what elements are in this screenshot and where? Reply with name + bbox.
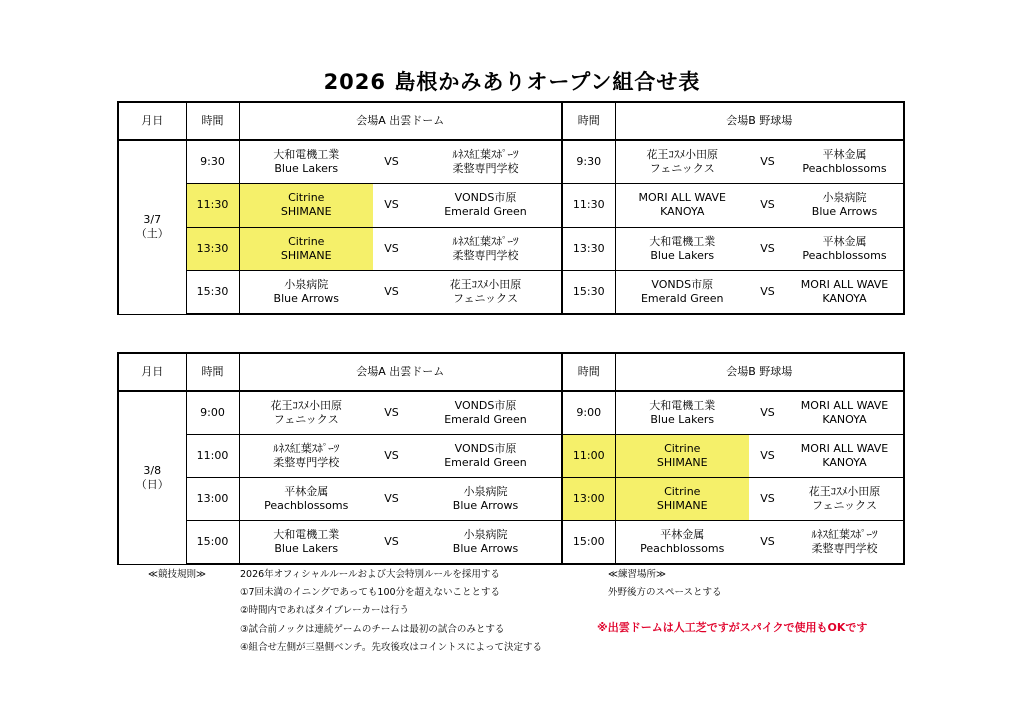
rules-line: ④組合せ左側が三塁側ベンチ。先攻後攻はコイントスによって決定する [240,642,542,653]
rules-line: 2026年オフィシャルルールおよび大会特別ルールを採用する [240,569,500,580]
time-cell: 9:30 [186,140,239,183]
schedule-table-day2 [117,352,905,565]
team-away: 小泉病院 Blue Arrows [410,520,562,564]
team-away: ﾙﾈｽ紅葉ｽﾎﾟｰﾂ 柔整専門学校 [410,140,562,183]
match-row [118,140,904,183]
team-away: MORI ALL WAVE KANOYA [786,270,904,314]
match-row [118,227,904,270]
rules-label: ≪競技規則≫ [148,569,206,580]
date-cell [118,391,186,564]
team-home: Citrine SHIMANE [615,477,749,520]
rules-line: ②時間内であればタイブレーカーは行う [240,605,409,616]
time-header: 時間 [562,102,615,140]
team-away: 平林金属 Peachblossoms [786,227,904,270]
practice-text: 外野後方のスペースとする [608,587,722,598]
vs-label: VS [373,477,410,520]
time-cell: 15:00 [186,520,239,564]
venue-b-header: 会場B 野球場 [615,102,904,140]
time-cell: 13:30 [562,227,615,270]
time-header: 時間 [186,353,239,391]
time-cell: 11:00 [562,434,615,477]
team-away: ﾙﾈｽ紅葉ｽﾎﾟｰﾂ 柔整専門学校 [786,520,904,564]
team-home: 大和電機工業 Blue Lakers [615,391,749,434]
team-away: VONDS市原 Emerald Green [410,391,562,434]
date-text: 3/7 [143,213,162,227]
time-cell: 13:00 [562,477,615,520]
time-cell: 15:30 [186,270,239,314]
rules-line: ①7回未満のイニングであっても100分を超えないこととする [240,587,501,598]
rules-line: ③試合前ノックは連続ゲームのチームは最初の試合のみとする [240,624,505,635]
vs-label: VS [373,391,410,434]
time-header: 時間 [562,353,615,391]
team-home: 花王ｺｽﾒ小田原 フェニックス [239,391,373,434]
team-away: ﾙﾈｽ紅葉ｽﾎﾟｰﾂ 柔整専門学校 [410,227,562,270]
header-row [118,353,904,391]
team-home: 大和電機工業 Blue Lakers [239,140,373,183]
team-away: 小泉病院 Blue Arrows [786,183,904,227]
vs-label: VS [749,140,786,183]
warning-note: ※出雲ドームは人工芝ですがスパイクで使用もOKです [597,621,868,634]
time-cell: 11:00 [186,434,239,477]
team-home: 小泉病院 Blue Arrows [239,270,373,314]
team-away: MORI ALL WAVE KANOYA [786,391,904,434]
match-row [118,270,904,314]
team-home: Citrine SHIMANE [239,183,373,227]
team-away: VONDS市原 Emerald Green [410,183,562,227]
venue-b-header: 会場B 野球場 [615,353,904,391]
time-cell: 13:00 [186,477,239,520]
team-home: 大和電機工業 Blue Lakers [239,520,373,564]
vs-label: VS [373,434,410,477]
team-home: Citrine SHIMANE [615,434,749,477]
vs-label: VS [749,183,786,227]
match-row [118,183,904,227]
vs-label: VS [373,140,410,183]
vs-label: VS [373,270,410,314]
match-row [118,520,904,564]
time-header: 時間 [186,102,239,140]
team-away: MORI ALL WAVE KANOYA [786,434,904,477]
team-away: 小泉病院 Blue Arrows [410,477,562,520]
vs-label: VS [749,227,786,270]
date-header: 月日 [118,102,186,140]
schedule-table-day1 [117,101,905,315]
time-cell: 11:30 [186,183,239,227]
header-row [118,102,904,140]
weekday-text: （日） [135,477,169,491]
match-row [118,391,904,434]
team-away: 花王ｺｽﾒ小田原 フェニックス [410,270,562,314]
page-title: 2026 島根かみありオープン組合せ表 [323,70,701,94]
weekday-text: （土） [135,227,169,241]
match-row [118,477,904,520]
team-home: Citrine SHIMANE [239,227,373,270]
team-home: 大和電機工業 Blue Lakers [615,227,749,270]
vs-label: VS [749,520,786,564]
vs-label: VS [373,520,410,564]
vs-label: VS [373,227,410,270]
vs-label: VS [749,270,786,314]
date-header: 月日 [118,353,186,391]
team-away: 花王ｺｽﾒ小田原 フェニックス [786,477,904,520]
team-home: MORI ALL WAVE KANOYA [615,183,749,227]
vs-label: VS [749,434,786,477]
time-cell: 11:30 [562,183,615,227]
vs-label: VS [749,477,786,520]
team-home: 花王ｺｽﾒ小田原 フェニックス [615,140,749,183]
team-away: 平林金属 Peachblossoms [786,140,904,183]
date-text: 3/8 [143,463,162,477]
team-home: 平林金属 Peachblossoms [239,477,373,520]
venue-a-header: 会場A 出雲ドーム [239,102,562,140]
time-cell: 13:30 [186,227,239,270]
match-row [118,434,904,477]
team-home: VONDS市原 Emerald Green [615,270,749,314]
date-cell [118,140,186,314]
vs-label: VS [373,183,410,227]
team-away: VONDS市原 Emerald Green [410,434,562,477]
venue-a-header: 会場A 出雲ドーム [239,353,562,391]
time-cell: 15:00 [562,520,615,564]
time-cell: 15:30 [562,270,615,314]
team-home: ﾙﾈｽ紅葉ｽﾎﾟｰﾂ 柔整専門学校 [239,434,373,477]
time-cell: 9:00 [562,391,615,434]
team-home: 平林金属 Peachblossoms [615,520,749,564]
vs-label: VS [749,391,786,434]
time-cell: 9:30 [562,140,615,183]
practice-label: ≪練習場所≫ [608,569,666,580]
time-cell: 9:00 [186,391,239,434]
